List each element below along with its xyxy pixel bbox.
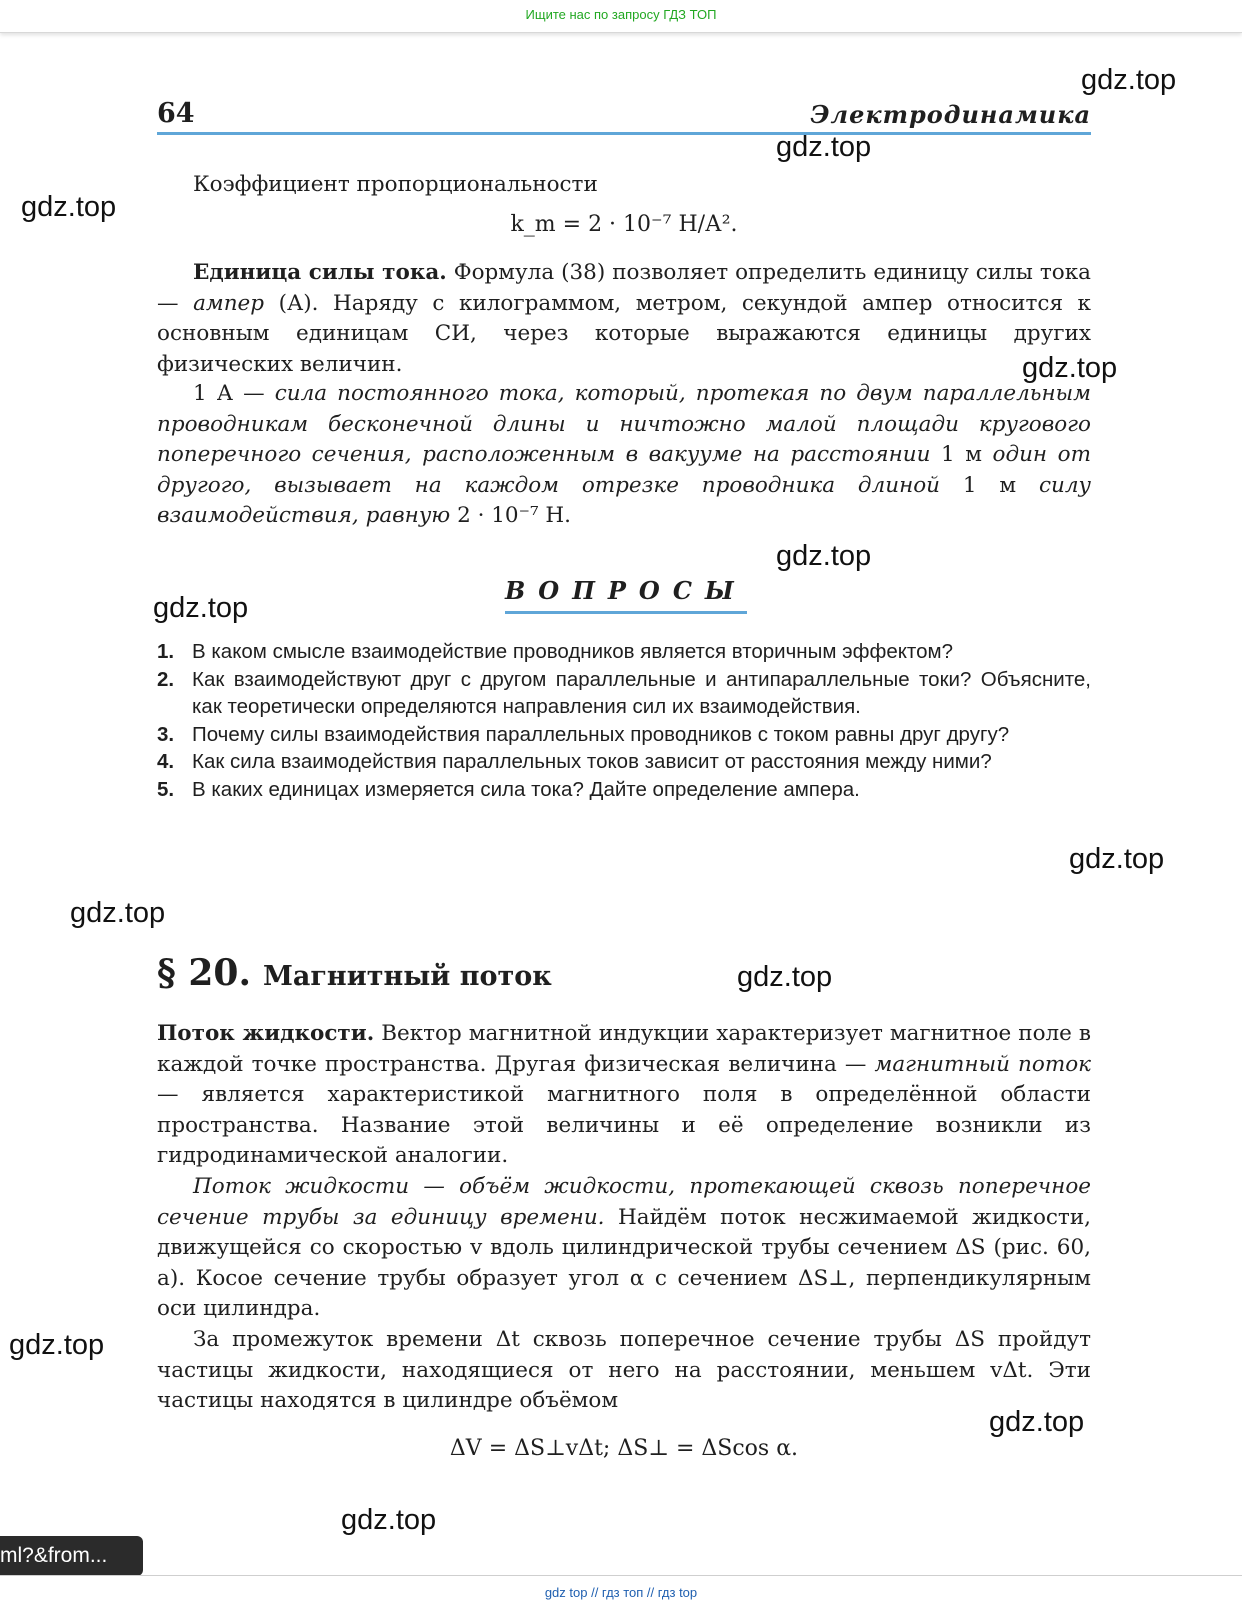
flow-def-text: Найдём поток несжимаемой жидкости, движущейся со скоростью v вдоль цилиндрической трубы сечением ΔS (рис. 60, а). Косое сечение трубы образует угол α с сечением ΔS⊥, перпендикулярным оси цилиндра. bbox=[157, 1204, 1091, 1321]
section-heading bbox=[157, 952, 552, 994]
questions-list bbox=[157, 638, 1091, 803]
formula-km: k_m = 2 · 10⁻⁷ Н/А². bbox=[510, 212, 738, 237]
top-banner-text: Ищите нас по запросу ГДЗ ТОП bbox=[525, 7, 717, 22]
flow-paragraph bbox=[157, 1019, 1091, 1172]
formula-dv: ΔV = ΔS⊥vΔt; ΔS⊥ = ΔScos α. bbox=[449, 1436, 799, 1461]
page-number: 64 bbox=[157, 98, 195, 129]
question-number: 1. bbox=[157, 640, 175, 663]
ampere-definition bbox=[157, 379, 1091, 532]
footer bbox=[0, 1575, 1242, 1611]
question-item bbox=[157, 638, 1091, 666]
def-lead: 1 А — bbox=[193, 381, 275, 406]
time-paragraph: За промежуток времени Δt сквозь поперечное сечение трубы ΔS пройдут частицы жидкости, находящиеся от него на расстоянии, меньшем vΔt. Эти частицы находятся в цилиндре объёмом bbox=[157, 1327, 1091, 1413]
watermark: gdz.top bbox=[9, 1329, 105, 1361]
def-body2: один от другого, вызывает на каждом отрезке проводника длиной bbox=[157, 442, 1091, 498]
flow-text-1: Вектор магнитной индукции характеризует магнитное поле в каждой точке пространства. Другая физическая величина — bbox=[157, 1021, 1091, 1077]
watermark: gdz.top bbox=[153, 592, 249, 624]
unit-heading: Единица силы тока. bbox=[193, 260, 447, 285]
watermark: gdz.top bbox=[1022, 352, 1118, 384]
question-item bbox=[157, 776, 1091, 804]
question-text: В каком смысле взаимодействие проводников является вторичным эффектом? bbox=[192, 640, 953, 663]
def-body3: силу взаимодействия, равную bbox=[157, 472, 1091, 528]
watermark: gdz.top bbox=[776, 540, 872, 572]
watermark: gdz.top bbox=[776, 131, 872, 163]
question-number: 4. bbox=[157, 750, 175, 773]
url-pill[interactable]: ml?&from... bbox=[0, 1536, 143, 1576]
unit-paragraph bbox=[157, 258, 1091, 380]
def-len: 1 м bbox=[962, 472, 1017, 498]
flow-heading: Поток жидкости. bbox=[157, 1021, 375, 1046]
footer-text: gdz top // гдз топ // гдз top bbox=[544, 1585, 698, 1600]
questions-heading: ВОПРОСЫ bbox=[505, 576, 747, 614]
watermark: gdz.top bbox=[1081, 64, 1177, 96]
page-header bbox=[157, 98, 1091, 135]
def-dist: 1 м bbox=[941, 442, 982, 467]
top-banner bbox=[0, 0, 1242, 33]
question-number: 5. bbox=[157, 777, 175, 801]
question-text: В каких единицах измеряется сила тока? Дайте определение ампера. bbox=[192, 777, 860, 801]
unit-text-1: Формула (38) позволяет определить единицу силы тока — bbox=[157, 260, 1091, 316]
flow-def-italic: Поток жидкости — объём жидкости, протекающей сквозь поперечное сечение трубы за единицу времени. bbox=[157, 1174, 1091, 1230]
question-item bbox=[157, 748, 1091, 776]
watermark: gdz.top bbox=[1069, 843, 1165, 875]
flow-definition bbox=[157, 1172, 1091, 1325]
watermark: gdz.top bbox=[341, 1504, 437, 1536]
watermark: gdz.top bbox=[21, 191, 117, 223]
question-number: 2. bbox=[157, 667, 175, 691]
watermark: gdz.top bbox=[737, 961, 833, 993]
section-number: § 20. bbox=[157, 952, 251, 994]
question-item bbox=[157, 666, 1091, 721]
def-force: 2 · 10⁻⁷ Н. bbox=[457, 503, 571, 528]
question-text: Почему силы взаимодействия параллельных проводников с током равны друг другу? bbox=[192, 722, 1010, 746]
question-text: Как сила взаимодействия параллельных токов зависит от расстояния между ними? bbox=[192, 750, 992, 773]
def-body: сила постоянного тока, который, протекая по двум параллельным проводникам бесконечной длины и ничтожно малой площади кругового поперечного сечения, расположенным в вакууме на расстоянии bbox=[157, 381, 1091, 467]
question-number: 3. bbox=[157, 722, 175, 746]
watermark: gdz.top bbox=[989, 1406, 1085, 1438]
flow-text-2: — является характеристикой магнитного поля в определённой области пространства. Название этой величины и её определение возникли из гидродинамической аналогии. bbox=[157, 1082, 1091, 1168]
unit-term: ампер bbox=[193, 290, 265, 316]
watermark: gdz.top bbox=[70, 897, 166, 929]
intro-line: Коэффициент пропорциональности bbox=[193, 172, 598, 197]
flow-term: магнитный поток bbox=[874, 1051, 1091, 1077]
question-text: Как взаимодействуют друг с другом параллельные и антипараллельные токи? Объясните, как теоретически определяются направления сил их взаимодействия. bbox=[192, 667, 1091, 718]
section-title: Магнитный поток bbox=[263, 961, 552, 992]
unit-text-2: (А). Наряду с килограммом, метром, секундой ампер относится к основным единицам СИ, через которые выражаются единицы других физических величин. bbox=[157, 290, 1091, 377]
question-item bbox=[157, 721, 1091, 749]
chapter-title: Электродинамика bbox=[810, 100, 1091, 129]
